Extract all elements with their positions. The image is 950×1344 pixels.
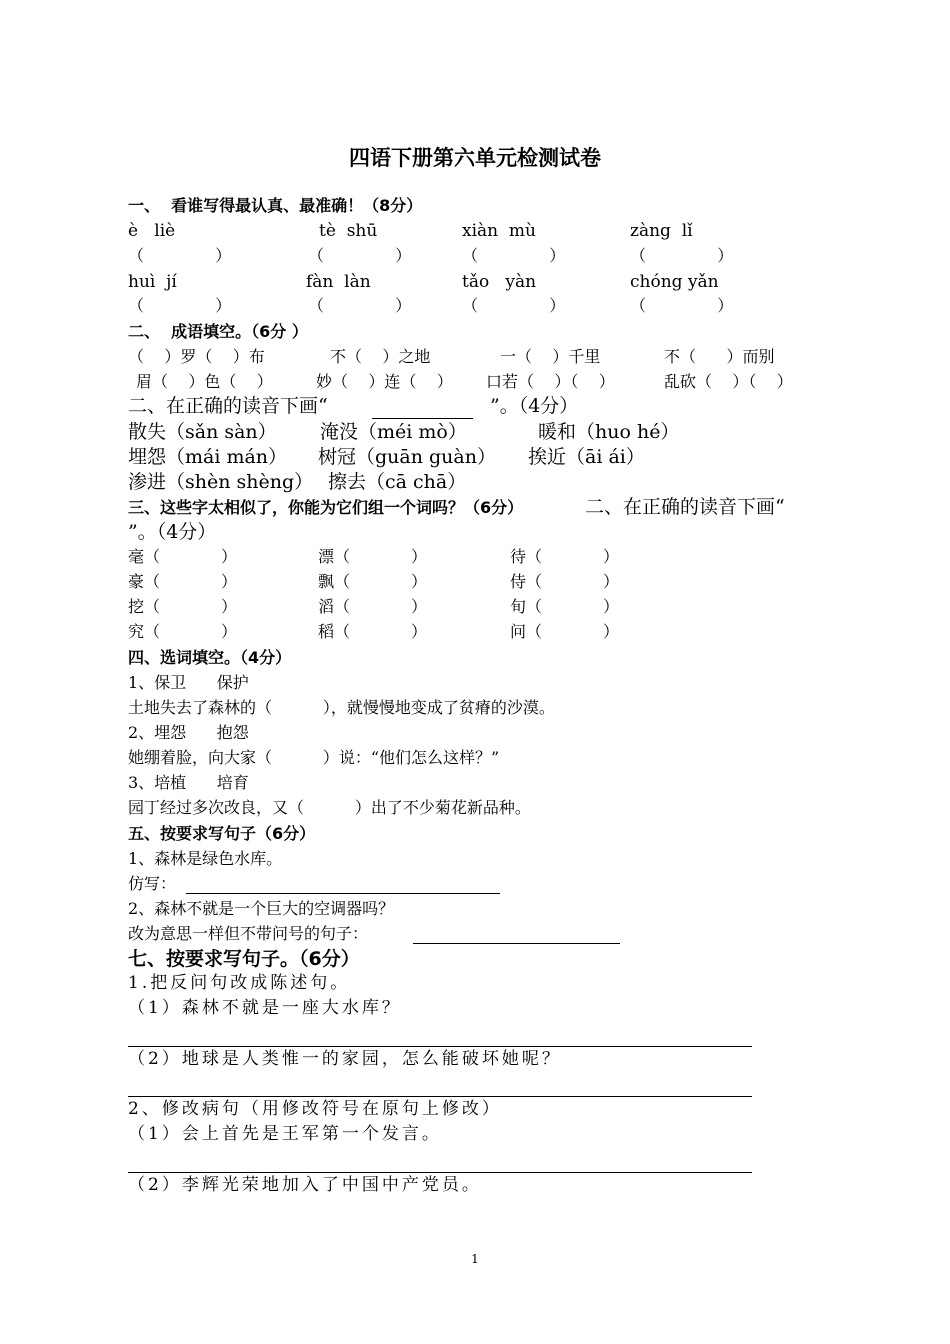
reading-option[interactable]: 埋怨（mái mán） — [128, 446, 288, 468]
question-2b: （2）李辉光荣地加入了中国中产党员。 — [128, 1175, 482, 1195]
reading-option[interactable]: 树冠（guān guàn） — [318, 446, 496, 468]
section-2-heading: 二、 成语填空。（6分 ） — [128, 322, 308, 341]
fill-sentence-2[interactable]: 她绷着脸，向大家（ ）说：“他们怎么这样？” — [128, 748, 500, 767]
pinyin-2: tè shū — [319, 221, 378, 241]
section-3-heading-end: ”。（4分） — [490, 395, 579, 417]
char-word-blank[interactable]: 稻（ ） — [318, 622, 428, 641]
section-6-heading: 五、按要求写句子（6分） — [128, 824, 316, 843]
char-word-blank[interactable]: 飘（ ） — [318, 572, 428, 591]
char-word-blank[interactable]: 侍（ ） — [510, 572, 620, 591]
answer-blank[interactable]: （ ） — [462, 296, 566, 315]
sentence-question-1: 1、森林是绿色水库。 — [128, 849, 283, 868]
pinyin-8: chóng yǎn — [630, 272, 719, 292]
rewrite-answer-line[interactable] — [413, 943, 620, 944]
question-1b: （2）地球是人类惟一的家园，怎么能破坏她呢？ — [128, 1049, 562, 1069]
part-1-title: 1.把反问句改成陈述句。 — [128, 973, 351, 993]
section-4-heading: 三、这些字太相似了，你能为它们组一个词吗？（6分） — [128, 498, 524, 517]
question-1a: （1）森林不就是一座大水库？ — [128, 998, 402, 1018]
section-7-heading: 七、按要求写句子。（6分） — [128, 948, 360, 970]
idiom-5[interactable]: 眉（ ）色（ ） — [136, 372, 273, 391]
pinyin-3: xiàn mù — [462, 221, 536, 241]
pinyin-7: tǎo yàn — [462, 272, 537, 292]
answer-line-1b[interactable] — [128, 1096, 752, 1097]
page-number: 1 — [471, 1252, 479, 1266]
reading-option[interactable]: 挨近（āi ái） — [528, 446, 645, 468]
reading-option[interactable]: 擦去（cā chā） — [328, 471, 467, 493]
sample-underline — [372, 418, 473, 419]
pinyin-6: fàn làn — [306, 272, 371, 292]
imitation-label: 仿写： — [128, 874, 177, 893]
answer-line-1a[interactable] — [128, 1046, 752, 1047]
answer-blank[interactable]: （ ） — [308, 246, 412, 265]
part-2-title: 2、修改病句（用修改符号在原句上修改） — [128, 1099, 502, 1119]
pinyin-4: zàng lǐ — [630, 221, 693, 241]
char-word-blank[interactable]: 究（ ） — [128, 622, 238, 641]
pinyin-5: huì jí — [128, 272, 177, 292]
reading-option[interactable]: 散失（sǎn sàn） — [128, 421, 277, 443]
char-word-blank[interactable]: 豪（ ） — [128, 572, 238, 591]
char-word-blank[interactable]: 旬（ ） — [510, 597, 620, 616]
imitation-answer-line[interactable] — [186, 893, 500, 894]
section-1-heading: 一、 看谁写得最认真、最准确！（8分） — [128, 196, 423, 215]
word-choice-2: 2、埋怨 抱怨 — [128, 723, 249, 742]
fill-sentence-3[interactable]: 园丁经过多次改良，又（ ）出了不少菊花新品种。 — [128, 798, 531, 817]
idiom-2[interactable]: 不（ ）之地 — [330, 347, 431, 366]
reading-option[interactable]: 渗进（shèn shèng） — [128, 471, 314, 493]
answer-blank[interactable]: （ ） — [128, 296, 232, 315]
section-5-heading: 四、选词填空。（4分） — [128, 648, 292, 667]
idiom-7[interactable]: 口若（ ）（ ） — [486, 372, 615, 391]
section-4-heading-line2: ”。（4分） — [128, 521, 217, 543]
page-title: 四语下册第六单元检测试卷 — [349, 146, 601, 170]
idiom-6[interactable]: 妙（ ）连（ ） — [316, 372, 453, 391]
answer-blank[interactable]: （ ） — [308, 296, 412, 315]
reading-option[interactable]: 暖和（huo hé） — [538, 421, 680, 443]
answer-blank[interactable]: （ ） — [630, 246, 734, 265]
char-word-blank[interactable]: 问（ ） — [510, 622, 620, 641]
idiom-4[interactable]: 不（ ）而别 — [664, 347, 775, 366]
char-word-blank[interactable]: 漂（ ） — [318, 547, 428, 566]
word-choice-1: 1、保卫 保护 — [128, 673, 249, 692]
section-4-heading-extra: 二、在正确的读音下画“ — [585, 496, 785, 518]
word-choice-3: 3、培植 培育 — [128, 773, 249, 792]
char-word-blank[interactable]: 毫（ ） — [128, 547, 238, 566]
idiom-8[interactable]: 乱砍（ ）（ ） — [664, 372, 793, 391]
answer-blank[interactable]: （ ） — [128, 246, 232, 265]
idiom-1[interactable]: （ ）罗（ ）布 — [128, 347, 265, 366]
answer-blank[interactable]: （ ） — [630, 296, 734, 315]
fill-sentence-1[interactable]: 土地失去了森林的（ ），就慢慢地变成了贫瘠的沙漠。 — [128, 698, 555, 717]
answer-line-2a[interactable] — [128, 1172, 752, 1173]
char-word-blank[interactable]: 挖（ ） — [128, 597, 238, 616]
answer-blank[interactable]: （ ） — [462, 246, 566, 265]
reading-option[interactable]: 淹没（méi mò） — [320, 421, 467, 443]
char-word-blank[interactable]: 滔（ ） — [318, 597, 428, 616]
char-word-blank[interactable]: 待（ ） — [510, 547, 620, 566]
sentence-question-2: 2、森林不就是一个巨大的空调器吗？ — [128, 899, 395, 918]
pinyin-1: è liè — [128, 221, 176, 241]
rewrite-label: 改为意思一样但不带问号的句子： — [128, 924, 369, 943]
question-2a: （1）会上首先是王军第一个发言。 — [128, 1124, 442, 1144]
idiom-3[interactable]: 一（ ）千里 — [500, 347, 601, 366]
section-3-heading: 二、在正确的读音下画“ — [128, 395, 328, 417]
